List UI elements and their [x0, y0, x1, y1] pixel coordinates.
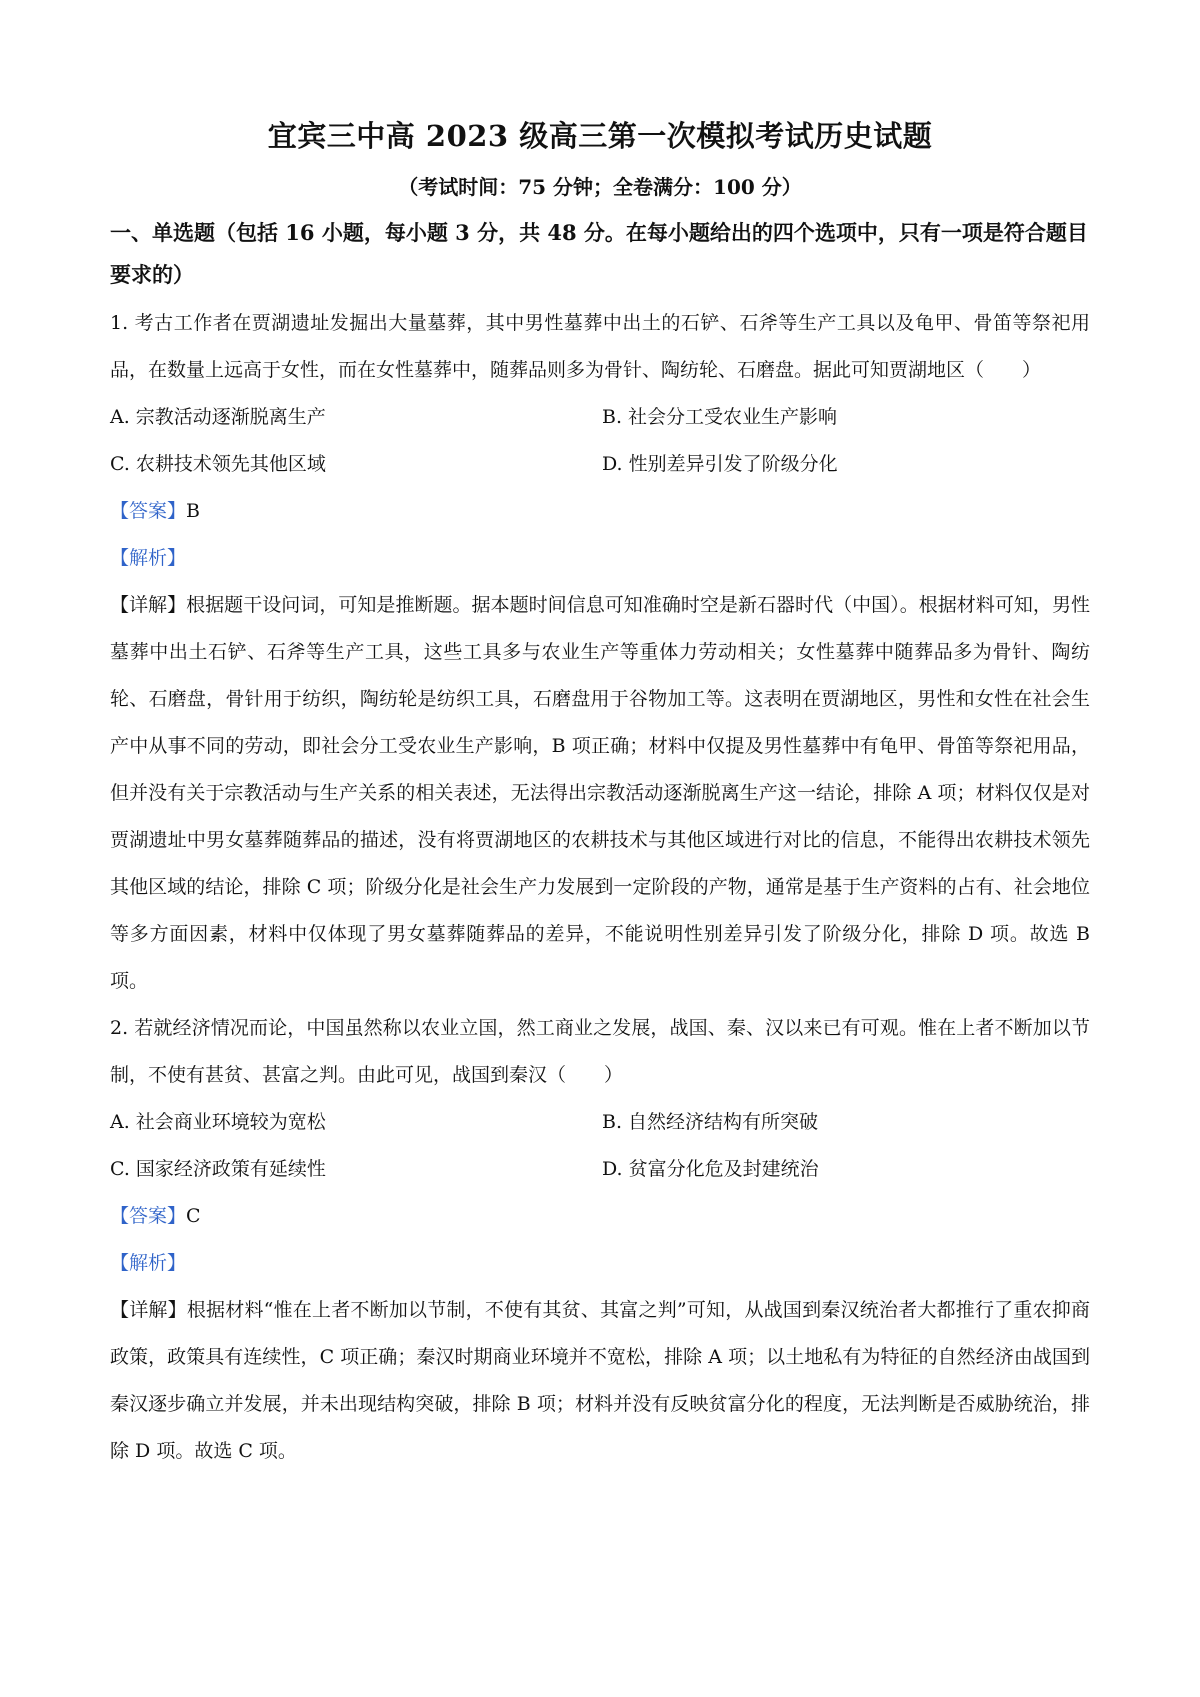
analysis-tag: 【解析】	[110, 1252, 187, 1274]
option-text: 性别差异引发了阶级分化	[628, 453, 838, 475]
option-d	[602, 1146, 1090, 1193]
option-text: 农耕技术领先其他区域	[135, 453, 326, 475]
detail-tag: 【详解】	[110, 1299, 187, 1321]
option-text: 社会商业环境较为宽松	[135, 1111, 326, 1133]
option-letter: B.	[602, 1111, 623, 1133]
option-c	[110, 441, 602, 488]
option-a	[110, 1099, 602, 1146]
analysis-line	[110, 1240, 1090, 1287]
question-stem: 1. 考古工作者在贾湖遗址发掘出大量墓葬，其中男性墓葬中出土的石铲、石斧等生产工具以及龟甲、骨笛等祭祀用品，在数量上远高于女性，而在女性墓葬中，随葬品则多为骨针、陶纺轮、石磨盘。据此可知贾湖地区（ ）	[110, 312, 1090, 381]
option-letter: D.	[602, 1158, 623, 1180]
option-letter: C.	[110, 453, 130, 475]
options-grid	[110, 394, 1090, 488]
section-heading: 一、单选题（包括 16 小题，每小题 3 分，共 48 分。在每小题给出的四个选项中，只有一项是符合题目要求的）	[110, 220, 1088, 287]
answer-tag: 【答案】	[110, 1205, 187, 1227]
exam-title: 宜宾三中高 2023 级高三第一次模拟考试历史试题	[267, 119, 933, 153]
answer-value: C	[186, 1205, 201, 1227]
detail-text: 根据题干设问词，可知是推断题。据本题时间信息可知准确时空是新石器时代（中国）。根据材料可知，男性墓葬中出土石铲、石斧等生产工具，这些工具多与农业生产等重体力劳动相关；女性墓葬中随葬品多为骨针、陶纺轮、石磨盘，骨针用于纺织，陶纺轮是纺织工具，石磨盘用于谷物加工等。这表明在贾湖地区，男性和女性在社会生产中从事不同的劳动，即社会分工受农业生产影响，B 项正确；材料中仅提及男性墓葬中有龟甲、骨笛等祭祀用品，但并没有关于宗教活动与生产关系的相关表述，无法得出宗教活动逐渐脱离生产这一结论，排除 A 项；材料仅仅是对贾湖遗址中男女墓葬随葬品的描述，没有将贾湖地区的农耕技术与其他区域进行对比的信息，不能得出农耕技术领先其他区域的结论，排除 C 项；阶级分化是社会生产力发展到一定阶段的产物，通常是基于生产资料的占有、社会地位等多方面因素，材料中仅体现了男女墓葬随葬品的差异，不能说明性别差异引发了阶级分化，排除 D 项。故选 B 项。	[110, 594, 1090, 992]
option-text: 自然经济结构有所突破	[628, 1111, 819, 1133]
exam-subtitle: （考试时间：75 分钟；全卷满分：100 分）	[398, 175, 802, 199]
options-grid	[110, 1099, 1090, 1193]
option-letter: A.	[110, 406, 130, 428]
option-text: 贫富分化危及封建统治	[628, 1158, 819, 1180]
analysis-tag: 【解析】	[110, 547, 187, 569]
detail-tag: 【详解】	[110, 594, 187, 616]
option-letter: B.	[602, 406, 623, 428]
answer-line	[110, 488, 1090, 535]
option-text: 宗教活动逐渐脱离生产	[135, 406, 326, 428]
option-text: 国家经济政策有延续性	[135, 1158, 326, 1180]
question-2	[110, 1005, 1090, 1475]
option-c	[110, 1146, 602, 1193]
option-d	[602, 441, 1090, 488]
option-b	[602, 394, 1090, 441]
option-letter: A.	[110, 1111, 130, 1133]
answer-value: B	[186, 500, 200, 522]
option-a	[110, 394, 602, 441]
detail-text: 根据材料“惟在上者不断加以节制，不使有其贫、其富之判”可知，从战国到秦汉统治者大都推行了重农抑商政策，政策具有连续性，C 项正确；秦汉时期商业环境并不宽松，排除 A 项；以土地私有为特征的自然经济由战国到秦汉逐步确立并发展，并未出现结构突破，排除 B 项；材料并没有反映贫富分化的程度，无法判断是否威胁统治，排除 D 项。故选 C 项。	[110, 1299, 1090, 1462]
detail-paragraph	[110, 1287, 1090, 1475]
detail-paragraph	[110, 582, 1090, 1005]
answer-tag: 【答案】	[110, 500, 187, 522]
option-letter: C.	[110, 1158, 130, 1180]
option-text: 社会分工受农业生产影响	[628, 406, 838, 428]
option-b	[602, 1099, 1090, 1146]
analysis-line	[110, 535, 1090, 582]
question-1	[110, 300, 1090, 1005]
option-letter: D.	[602, 453, 623, 475]
answer-line	[110, 1193, 1090, 1240]
question-stem: 2. 若就经济情况而论，中国虽然称以农业立国，然工商业之发展，战国、秦、汉以来已有可观。惟在上者不断加以节制，不使有甚贫、甚富之判。由此可见，战国到秦汉（ ）	[110, 1017, 1090, 1086]
